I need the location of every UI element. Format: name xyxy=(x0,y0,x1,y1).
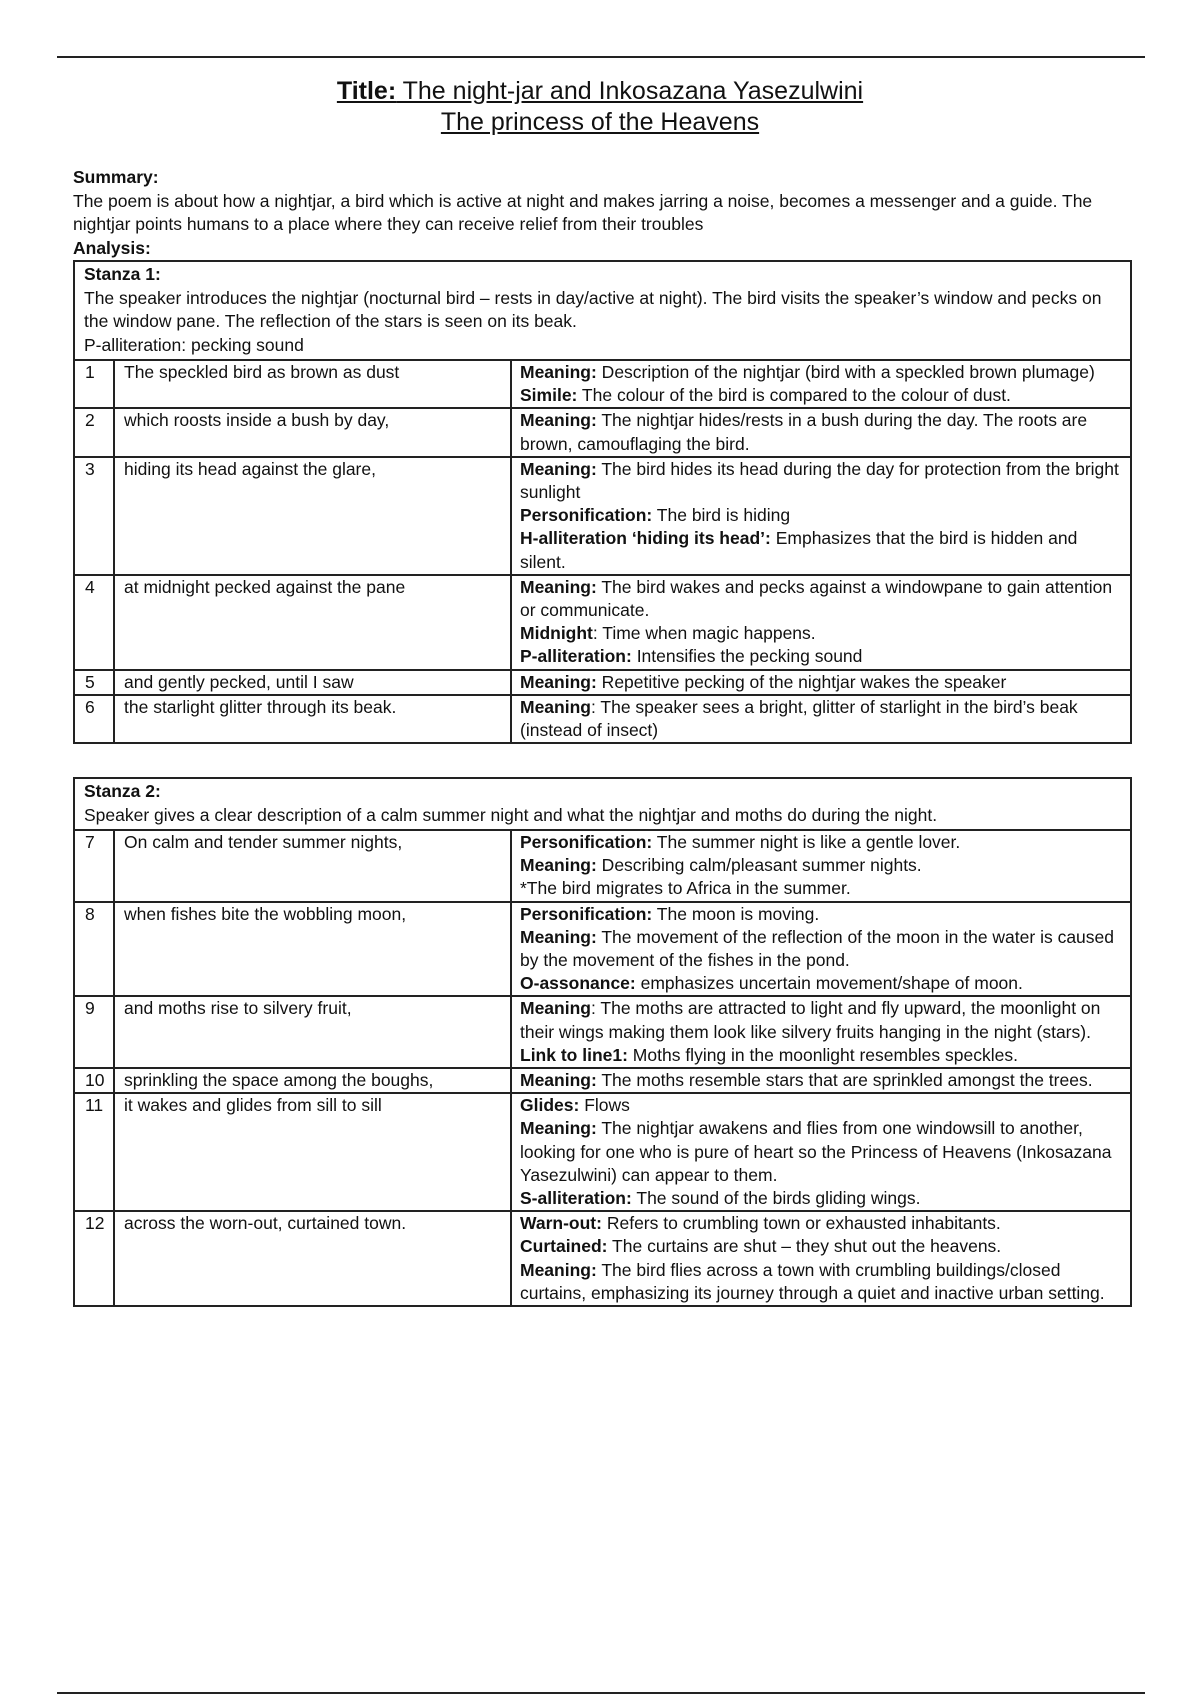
note-text: Repetitive pecking of the nightjar wakes the speaker xyxy=(596,671,1007,692)
note-label: Meaning: xyxy=(520,1070,597,1091)
line-analysis xyxy=(511,831,1130,902)
line-number: 12 xyxy=(75,1211,114,1305)
note-label: Simile: xyxy=(520,385,578,406)
table-row xyxy=(75,996,1130,1068)
note-text: : The moths are attracted to light and fly upward, the moonlight on their wings making them look like silvery fruits hanging in the night (stars). xyxy=(520,998,1101,1042)
note-text: The curtains are shut – they shut out the heavens. xyxy=(607,1236,1002,1257)
note-label: Meaning xyxy=(520,998,591,1019)
note-text: The bird hides its head during the day for protection from the bright sunlight xyxy=(520,458,1119,503)
note-label: Personification: xyxy=(520,505,653,526)
table-row xyxy=(75,361,1130,408)
note-text: : Time when magic happens. xyxy=(592,623,816,644)
stanza-extra: P-alliteration: pecking sound xyxy=(84,334,304,355)
analysis-note xyxy=(520,1212,1124,1235)
note-text: Refers to crumbling town or exhausted inhabitants. xyxy=(601,1213,1001,1234)
note-label: Meaning: xyxy=(520,1118,597,1139)
verse-line: which roosts inside a bush by day, xyxy=(114,408,511,456)
verse-line: The speckled bird as brown as dust xyxy=(114,361,511,408)
note-text: Intensifies the pecking sound xyxy=(631,646,863,667)
note-text: The bird is hiding xyxy=(652,505,791,526)
analysis-note xyxy=(520,527,1124,573)
analysis-note xyxy=(520,361,1124,384)
table-row xyxy=(75,670,1130,695)
stanza-intro xyxy=(75,262,1130,361)
line-number: 9 xyxy=(75,996,114,1068)
analysis-note xyxy=(520,1044,1124,1067)
verse-line: the starlight glitter through its beak. xyxy=(114,695,511,742)
title-text: The night-jar and Inkosazana Yasezulwini xyxy=(396,77,864,105)
note-label: Meaning xyxy=(520,696,591,717)
note-label: Glides: xyxy=(520,1095,580,1116)
note-text: The sound of the birds gliding wings. xyxy=(631,1188,921,1209)
analysis-note xyxy=(520,997,1124,1043)
note-label: Meaning: xyxy=(520,671,597,692)
analysis-note xyxy=(520,409,1124,455)
line-analysis xyxy=(511,1068,1130,1093)
note-text: The bird wakes and pecks against a windowpane to gain attention or communicate. xyxy=(520,576,1113,621)
note-text: Moths flying in the moonlight resembles speckles. xyxy=(627,1044,1018,1065)
note-label: P-alliteration: xyxy=(520,646,632,667)
note-label: Meaning: xyxy=(520,926,597,947)
verse-line: and gently pecked, until I saw xyxy=(114,670,511,695)
line-analysis xyxy=(511,361,1130,408)
stanza-description: The speaker introduces the nightjar (nocturnal bird – rests in day/active at night). The bird visits the speaker’s window and pecks on the window pane. The reflection of the stars is seen on its beak. xyxy=(84,287,1102,331)
table-row xyxy=(75,1093,1130,1211)
line-analysis xyxy=(511,1211,1130,1305)
note-label: Personification: xyxy=(520,903,653,924)
line-analysis xyxy=(511,1093,1130,1211)
analysis-note xyxy=(520,1094,1124,1117)
note-label: Curtained: xyxy=(520,1236,608,1257)
line-number: 11 xyxy=(75,1093,114,1211)
analysis-note xyxy=(520,458,1124,504)
note-text: Description of the nightjar (bird with a speckled brown plumage) xyxy=(596,362,1095,382)
stanza-label: Stanza 2: xyxy=(84,781,161,801)
note-text: : The speaker sees a bright, glitter of starlight in the bird’s beak (instead of insect) xyxy=(520,696,1078,741)
analysis-note xyxy=(520,903,1124,926)
line-number: 5 xyxy=(75,670,114,695)
analysis-note xyxy=(520,1259,1124,1305)
analysis-note xyxy=(520,504,1124,527)
table-row xyxy=(75,408,1130,456)
analysis-note xyxy=(520,622,1124,645)
analysis-note xyxy=(520,1069,1124,1092)
note-label: H-alliteration ‘hiding its head’: xyxy=(520,528,771,549)
table-row xyxy=(75,575,1130,670)
line-analysis xyxy=(511,670,1130,695)
note-text: Describing calm/pleasant summer nights. xyxy=(596,855,922,876)
analysis-note xyxy=(520,1187,1124,1210)
table-row xyxy=(75,1211,1130,1305)
note-label: S-alliteration: xyxy=(520,1188,632,1209)
line-number: 4 xyxy=(75,575,114,670)
line-analysis xyxy=(511,575,1130,670)
note-text: The nightjar awakens and flies from one windowsill to another, looking for one who is pure of heart so the Princess of Heavens (Inkosazana Yasezulwini) can appear to them. xyxy=(520,1118,1112,1185)
verse-line: and moths rise to silvery fruit, xyxy=(114,996,511,1068)
note-text: emphasizes uncertain movement/shape of moon. xyxy=(635,973,1023,994)
stanza-description: Speaker gives a clear description of a calm summer night and what the nightjar and moths do during the night. xyxy=(84,804,938,825)
line-analysis xyxy=(511,457,1130,575)
note-text: The nightjar hides/rests in a bush during the day. The roots are brown, camouflaging the bird. xyxy=(520,410,1088,454)
line-analysis xyxy=(511,695,1130,742)
stanza-intro xyxy=(75,779,1130,831)
table-row xyxy=(75,1068,1130,1093)
verse-line: On calm and tender summer nights, xyxy=(114,831,511,902)
note-text: The colour of the bird is compared to the colour of dust. xyxy=(577,385,1011,406)
verse-line: when fishes bite the wobbling moon, xyxy=(114,902,511,997)
analysis-note xyxy=(520,877,1124,900)
analysis-note xyxy=(520,1235,1124,1258)
note-label: Meaning: xyxy=(520,458,597,479)
subtitle-line: The princess of the Heavens xyxy=(440,108,760,136)
line-number: 8 xyxy=(75,902,114,997)
stanza-lines xyxy=(75,831,1130,1305)
analysis-label: Analysis: xyxy=(73,237,151,258)
note-text: The moths resemble stars that are sprinkled amongst the trees. xyxy=(596,1070,1093,1091)
note-text: The summer night is like a gentle lover. xyxy=(652,832,961,852)
analysis-note xyxy=(520,384,1124,407)
table-row xyxy=(75,695,1130,742)
note-label: Meaning: xyxy=(520,855,597,876)
verse-line: sprinkling the space among the boughs, xyxy=(114,1068,511,1093)
stanza-label: Stanza 1: xyxy=(84,264,161,284)
title-line xyxy=(0,76,1200,107)
note-label: Meaning: xyxy=(520,576,597,597)
note-label: Personification: xyxy=(520,832,653,852)
analysis-note xyxy=(520,972,1124,995)
line-analysis xyxy=(511,996,1130,1068)
note-label: O-assonance: xyxy=(520,973,636,994)
note-text: The movement of the reflection of the moon in the water is caused by the movement of the fishes in the pond. xyxy=(520,926,1114,971)
analysis-note xyxy=(520,576,1124,622)
table-row xyxy=(75,902,1130,997)
analysis-note xyxy=(520,926,1124,972)
note-label: Meaning: xyxy=(520,410,597,431)
document-title xyxy=(0,76,1200,138)
analysis-note xyxy=(520,854,1124,877)
verse-line: hiding its head against the glare, xyxy=(114,457,511,575)
note-text: Flows xyxy=(579,1095,630,1116)
note-text: *The bird migrates to Africa in the summer. xyxy=(520,878,851,899)
analysis-note xyxy=(520,645,1124,668)
analysis-note xyxy=(520,696,1124,742)
line-number: 6 xyxy=(75,695,114,742)
analysis-note xyxy=(520,1117,1124,1187)
table-row xyxy=(75,457,1130,575)
stanza-1-table xyxy=(73,260,1132,744)
line-number: 10 xyxy=(75,1068,114,1093)
line-number: 1 xyxy=(75,361,114,408)
note-text: The moon is moving. xyxy=(652,903,820,924)
verse-line: at midnight pecked against the pane xyxy=(114,575,511,670)
table-row xyxy=(75,831,1130,902)
verse-line: across the worn-out, curtained town. xyxy=(114,1211,511,1305)
bottom-rule xyxy=(57,1692,1145,1694)
line-analysis xyxy=(511,408,1130,456)
summary-label: Summary: xyxy=(73,167,159,187)
summary-section xyxy=(73,166,1133,260)
note-label: Meaning: xyxy=(520,362,597,382)
line-number: 7 xyxy=(75,831,114,902)
note-label: Link to line1: xyxy=(520,1044,628,1065)
line-analysis xyxy=(511,902,1130,997)
line-number: 2 xyxy=(75,408,114,456)
note-label: Meaning: xyxy=(520,1259,597,1280)
stanza-2-table xyxy=(73,777,1132,1307)
line-number: 3 xyxy=(75,457,114,575)
title-label: Title: xyxy=(336,77,397,105)
analysis-note xyxy=(520,671,1124,694)
verse-line: it wakes and glides from sill to sill xyxy=(114,1093,511,1211)
note-label: Warn-out: xyxy=(520,1213,602,1234)
note-text: The bird flies across a town with crumbling buildings/closed curtains, emphasizing its journey through a quiet and inactive urban setting. xyxy=(520,1259,1105,1303)
summary-text: The poem is about how a nightjar, a bird which is active at night and makes jarring a noise, becomes a messenger and a guide. The nightjar points humans to a place where they can receive relief from their troubles xyxy=(73,190,1093,234)
analysis-note xyxy=(520,831,1124,854)
stanza-lines xyxy=(75,361,1130,742)
note-text: Emphasizes that the bird is hidden and silent. xyxy=(520,528,1078,572)
top-rule xyxy=(57,56,1145,58)
note-label: Midnight xyxy=(520,623,593,644)
